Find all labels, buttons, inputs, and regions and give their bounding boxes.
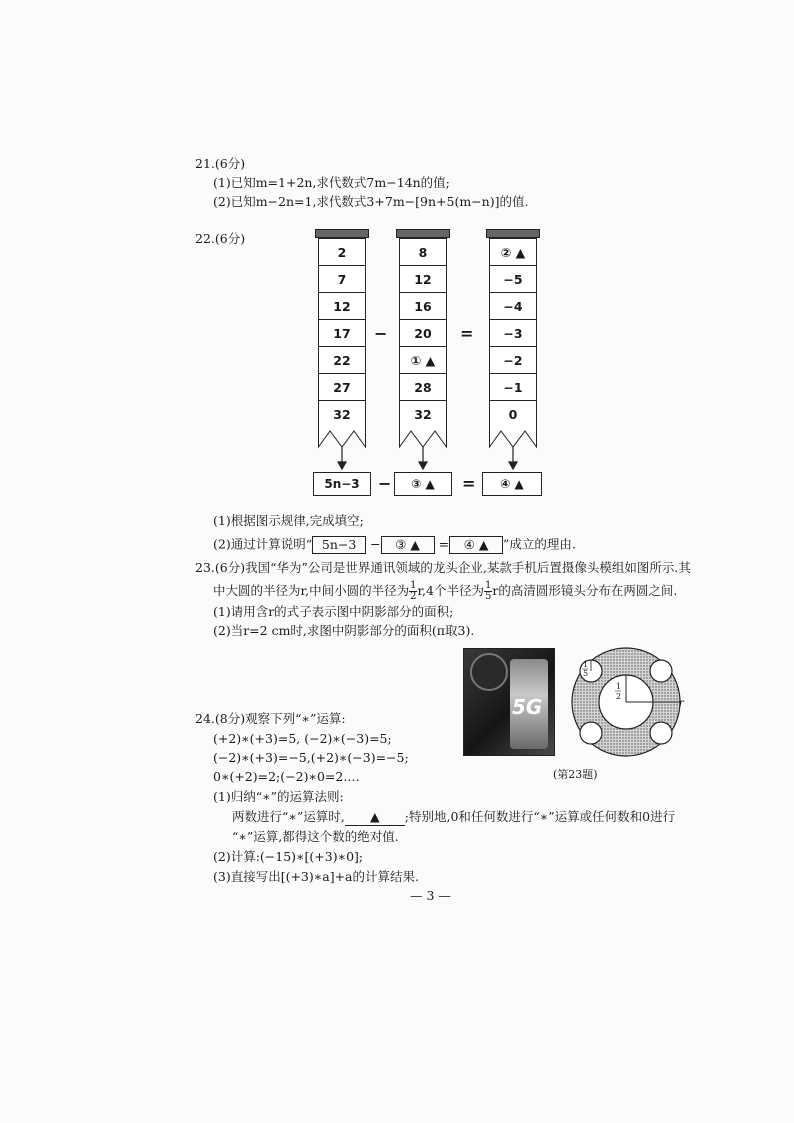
- phone-photo: [463, 648, 555, 756]
- sequence-cell: −3: [489, 319, 537, 347]
- q23-line1: 23.(6分)我国“华为”公司是世界通讯领域的龙头企业,某款手机后置摄像头模组如图所示.其: [195, 560, 691, 575]
- result-box-2: ③ ▲: [394, 472, 452, 496]
- sequence-cell: ② ▲: [489, 238, 537, 266]
- q23-part2: (2)当r=2 cm时,求图中阴影部分的面积(π取3).: [213, 623, 475, 638]
- q21-part1: (1)已知m=1+2n,求代数式7m−14n的值;: [213, 175, 450, 190]
- q24-example3: 0∗(+2)=2;(−2)∗0=2.…: [213, 769, 360, 784]
- svg-text:1: 1: [583, 660, 589, 669]
- sequence-cell: 32: [318, 400, 366, 428]
- svg-text:2: 2: [616, 692, 622, 701]
- q24-part1-rule-cont: “∗”运算,都得这个数的绝对值.: [232, 829, 399, 844]
- radius-label-r: r: [679, 698, 684, 709]
- sequence-cell: −1: [489, 373, 537, 401]
- q22-part1: (1)根据图示规律,完成填空;: [213, 513, 364, 528]
- inline-box-1: 5n−3: [312, 536, 366, 554]
- q24-title: 24.(8分)观察下列“∗”运算:: [195, 711, 346, 726]
- sequence-cell: 22: [318, 346, 366, 374]
- q21-title: 21.(6分): [195, 156, 246, 171]
- q24-example1: (+2)∗(+3)=5, (−2)∗(−3)=5;: [213, 731, 392, 746]
- inline-box-2: ③ ▲: [381, 536, 435, 554]
- sequence-cell: −4: [489, 292, 537, 320]
- phone-5g-label: 5G: [512, 695, 543, 719]
- sequence-cell: 16: [399, 292, 447, 320]
- figure-caption: (第23题): [553, 768, 598, 781]
- sequence-cell: 7: [318, 265, 366, 293]
- q24-part1-rule: 两数进行“∗”运算时, ▲ ;特别地,0和任何数进行“∗”运算或任何数和0进行: [232, 809, 676, 824]
- column-arrows: [0, 0, 794, 520]
- camera-module-image: [470, 653, 508, 691]
- sequence-cell: −5: [489, 265, 537, 293]
- fraction-half: $\frac{1}{2}$: [410, 580, 417, 602]
- sequence-cell: 8: [399, 238, 447, 266]
- page-number: — 3 —: [410, 888, 451, 903]
- inline-box-3: ④ ▲: [449, 536, 503, 554]
- sequence-cell: 27: [318, 373, 366, 401]
- svg-text:1: 1: [616, 682, 622, 691]
- camera-module-diagram: [568, 644, 684, 760]
- sequence-cell: 32: [399, 400, 447, 428]
- sequence-cell: 2: [318, 238, 366, 266]
- minus-sign: −: [374, 324, 388, 343]
- fraction-fifth: $\frac{1}{5}$: [484, 580, 492, 602]
- sequence-cell: 28: [399, 373, 447, 401]
- sequence-cell: ① ▲: [399, 346, 447, 374]
- q24-part3: (3)直接写出[(+3)∗a]+a的计算结果.: [213, 869, 419, 884]
- q24-part1: (1)归纳“∗”的运算法则:: [213, 789, 344, 804]
- q23-line2: 中大圆的半径为r,中间小圆的半径为 $\frac{1}{2}$ r,4个半径为 $\frac{1}{5}$ r的高清圆形镜头分布在两圆之间.: [213, 580, 678, 602]
- sequence-cell: 0: [489, 400, 537, 428]
- equals-sign: =: [460, 324, 474, 343]
- answer-blank: ▲: [345, 809, 405, 826]
- q23-part1: (1)请用含r的式子表示图中阴影部分的面积;: [213, 604, 454, 619]
- svg-text:5: 5: [583, 669, 589, 678]
- q24-example2: (−2)∗(+3)=−5,(+2)∗(−3)=−5;: [213, 750, 409, 765]
- result-box-3: ④ ▲: [482, 472, 542, 496]
- sequence-cell: −2: [489, 346, 537, 374]
- q21-part2: (2)已知m−2n=1,求代数式3+7m−[9n+5(m−n)]的值.: [213, 194, 529, 209]
- sequence-cell: 12: [318, 292, 366, 320]
- q22-part2: (2)通过计算说明“ 5n−3 − ③ ▲ = ④ ▲ ”成立的理由.: [213, 536, 576, 552]
- sequence-cell: 12: [399, 265, 447, 293]
- sequence-cell: 20: [399, 319, 447, 347]
- sequence-cell: 17: [318, 319, 366, 347]
- q24-part2: (2)计算:(−15)∗[(+3)∗0];: [213, 849, 364, 864]
- result-equals: =: [462, 474, 476, 493]
- result-box-1: 5n−3: [313, 472, 371, 496]
- result-minus: −: [378, 474, 392, 493]
- q22-title: 22.(6分): [195, 231, 246, 246]
